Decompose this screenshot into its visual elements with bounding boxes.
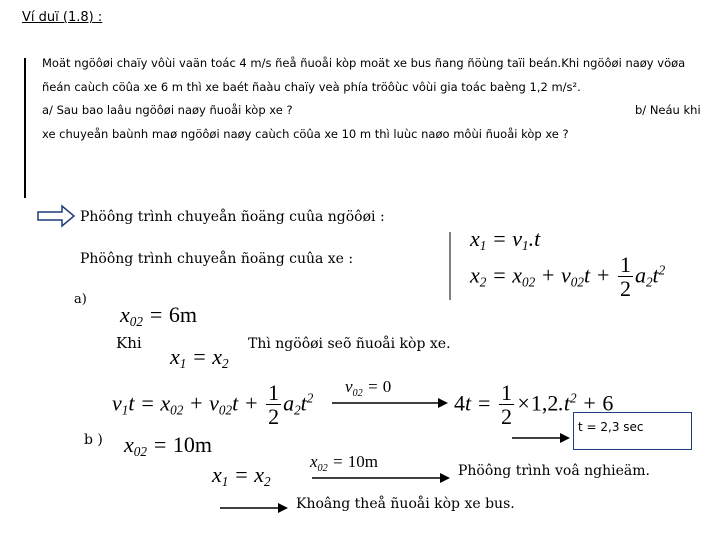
problem-line-3a: a/ Sau bao laâu ngöôøi naøy ñuoåi kòp xe ? (42, 103, 293, 117)
catch-text: Thì ngöôøi seõ ñuoåi kòp xe. (248, 336, 451, 352)
x02-initial-a: $x_{02} = 6m$ (120, 302, 197, 329)
part-a-label: a) (74, 292, 87, 307)
equality-equation: $v_1t = x_{02} + v_{02}t$ + $\frac{1}{2}$ $a_2t^2$ (112, 380, 314, 429)
problem-line-3b: b/ Neáu khi (635, 103, 701, 117)
bus-equation-label: Phöông trình chuyeån ñoäng cuûa xe : (80, 251, 354, 267)
answer-value: t = 2,3 sec (578, 420, 644, 434)
part-b-label: b ) (84, 432, 103, 448)
arrow-to-conclusion-icon (220, 503, 288, 513)
problem-line-4: xe chuyeån baùnh maø ngöôøi naøy caùch cöûa xe 10 m thì luùc naøo môùi ñuoåi kòp xe ? (42, 127, 569, 141)
block-arrow-icon (38, 206, 74, 226)
catch-condition-b: $x_1 = x_2$ (212, 462, 271, 489)
conclusion-text: Khoâng theå ñuoåi kòp xe bus. (296, 496, 515, 512)
khi-label: Khi (116, 334, 142, 352)
no-solution-text: Phöông trình voâ nghieäm. (458, 463, 650, 479)
problem-line-2: ñeán caùch cöûa xe 6 m thì xe baét ñaàu chaïy veà phía tröôùc vôùi gia toác baèng 1,2 m/s². (42, 80, 581, 94)
catch-condition: $x_1 = x_2$ (170, 344, 229, 371)
person-equation-label: Phöông trình chuyeån ñoäng cuûa ngöôøi : (80, 209, 385, 225)
problem-line-1: Moät ngöôøi chaïy vôùi vaän toác 4 m/s ñeå ñuoåi kòp moät xe bus ñang ñöùng taïi beán.Khi ngöôøi naøy vöøa (42, 56, 686, 70)
example-title: Ví duï (1.8) : (22, 10, 103, 25)
arrow-to-equation-icon (332, 398, 448, 408)
arrow-to-no-solution-icon (312, 473, 450, 483)
person-equation: $x_1 = v_1.t$ (470, 226, 541, 253)
x02-initial-b: $x_{02} = 10m$ (124, 432, 212, 459)
arrow-to-answer-icon (512, 433, 570, 443)
bus-equation: $x_2 = x_{02} + v_{02}t$ + $\frac{1}{2}$ $a_2t^2$ (470, 252, 666, 301)
x02-condition-b: $x_{02} = 10m$ (310, 452, 378, 474)
v02-value: $v_{02} = 0$ (345, 377, 392, 399)
numeric-equation: 4t = $\frac{1}{2}$ $\times 1,2.t^2 + 6$ (454, 380, 614, 429)
